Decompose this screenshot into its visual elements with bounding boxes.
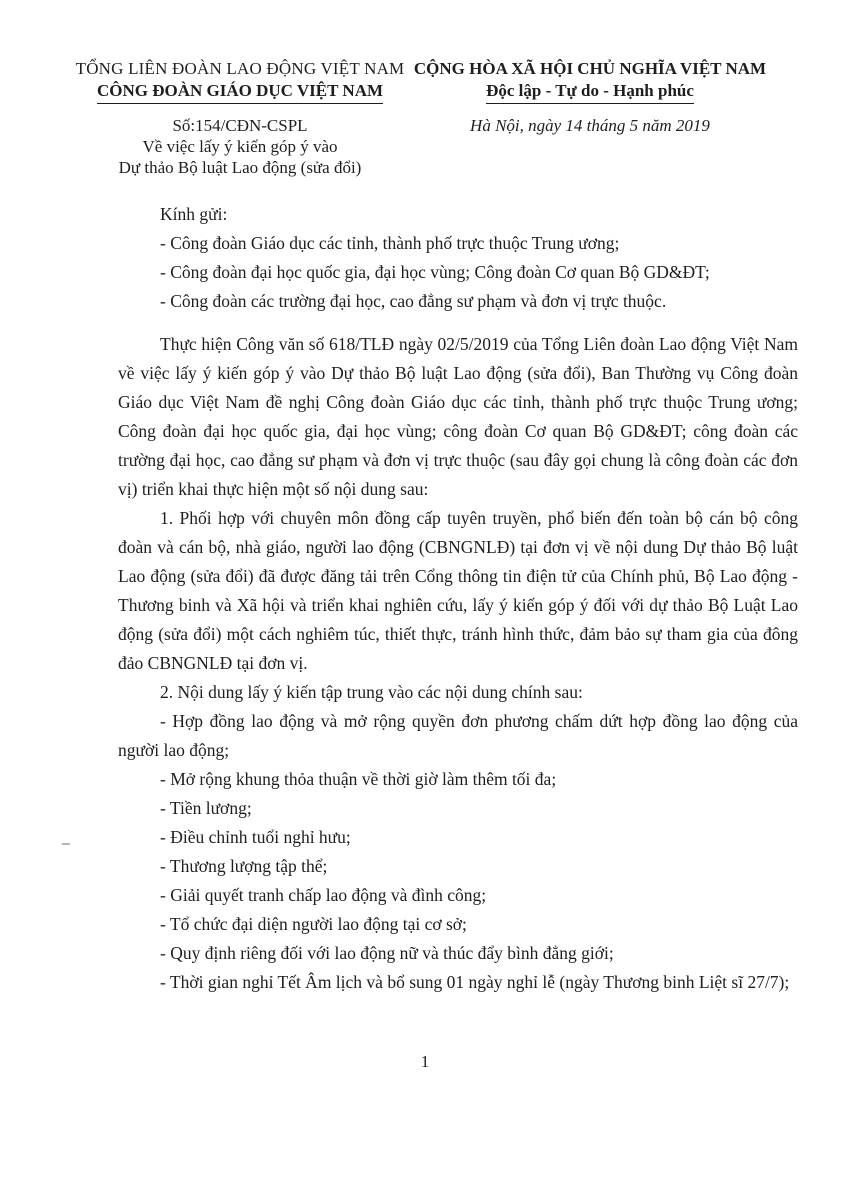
recipient-item: - Công đoàn Giáo dục các tỉnh, thành phố trực thuộc Trung ương;	[160, 233, 620, 253]
national-title: CỘNG HÒA XÃ HỘI CHỦ NGHĨA VIỆT NAM	[413, 59, 767, 78]
document-body	[118, 200, 798, 997]
intro-paragraph: Thực hiện Công văn số 618/TLĐ ngày 02/5/2019 của Tổng Liên đoàn Lao động Việt Nam về việc lấy ý kiến góp ý vào Dự thảo Bộ luật Lao động (sửa đổi), Ban Thường vụ Công đoàn Giáo dục Việt Nam đề nghị Công đoàn Giáo dục các tỉnh, thành phố trực thuộc Trung ương; Công đoàn đại học quốc gia, đại học vùng; công đoàn Cơ quan Bộ GD&ĐT; công đoàn các trường đại học, cao đẳng sư phạm và đơn vị trực thuộc (sau đây gọi chung là công đoàn các đơn vị) triển khai thực hiện một số nội dung sau:	[118, 334, 798, 499]
recipient-item: - Công đoàn các trường đại học, cao đẳng sư phạm và đơn vị trực thuộc.	[160, 291, 667, 311]
topic-item: - Tổ chức đại diện người lao động tại cơ sở;	[160, 914, 467, 934]
subject-line-1: Về việc lấy ý kiến góp ý vào	[142, 137, 338, 156]
topic-item: - Tiền lương;	[160, 798, 252, 818]
document-reference	[70, 115, 410, 178]
national-header	[410, 58, 770, 104]
parent-organization: TỔNG LIÊN ĐOÀN LAO ĐỘNG VIỆT NAM	[75, 59, 405, 78]
topic-item: - Quy định riêng đối với lao động nữ và thúc đẩy bình đẳng giới;	[160, 943, 614, 963]
national-motto: Độc lập - Tự do - Hạnh phúc	[486, 80, 694, 104]
topic-item: - Điều chỉnh tuổi nghỉ hưu;	[160, 827, 351, 847]
document-number: Số:154/CĐN-CSPL	[172, 116, 308, 135]
topic-item: - Giải quyết tranh chấp lao động và đình công;	[160, 885, 487, 905]
place-date: Hà Nội, ngày 14 tháng 5 năm 2019	[470, 116, 710, 135]
point-1-paragraph: 1. Phối hợp với chuyên môn đồng cấp tuyên truyền, phổ biến đến toàn bộ cán bộ công đoàn và cán bộ, nhà giáo, người lao động (CBNGNLĐ) tại đơn vị về nội dung Dự thảo Bộ luật Lao động (sửa đổi) đã được đăng tải trên Cổng thông tin điện tử của Chính phủ, Bộ Lao động - Thương binh và Xã hội và triển khai nghiên cứu, lấy ý kiến góp ý đối với dự thảo Bộ Luật Lao động (sửa đổi) một cách nghiêm túc, thiết thực, tránh hình thức, đảm bảo sự tham gia của đông đảo CBNGNLĐ tại đơn vị.	[118, 508, 798, 673]
topic-item: - Hợp đồng lao động và mở rộng quyền đơn phương chấm dứt hợp đồng lao động của người lao động;	[118, 711, 798, 760]
topic-item: - Thời gian nghỉ Tết Âm lịch và bổ sung 01 ngày nghỉ lễ (ngày Thương binh Liệt sĩ 27/7);	[160, 972, 790, 992]
recipient-item: - Công đoàn đại học quốc gia, đại học vùng; Công đoàn Cơ quan Bộ GD&ĐT;	[160, 262, 710, 282]
topic-item: - Mở rộng khung thỏa thuận về thời giờ làm thêm tối đa;	[160, 769, 557, 789]
point-2-heading: 2. Nội dung lấy ý kiến tập trung vào các nội dung chính sau:	[160, 682, 583, 702]
greeting: Kính gửi:	[160, 204, 228, 224]
organization-header	[70, 58, 410, 104]
page-number: 1	[420, 1052, 430, 1071]
subject-line-2: Dự thảo Bộ luật Lao động (sửa đổi)	[118, 158, 362, 177]
topic-item: - Thương lượng tập thể;	[160, 856, 328, 876]
scan-mark	[62, 843, 70, 845]
issuing-organization: CÔNG ĐOÀN GIÁO DỤC VIỆT NAM	[97, 80, 383, 104]
